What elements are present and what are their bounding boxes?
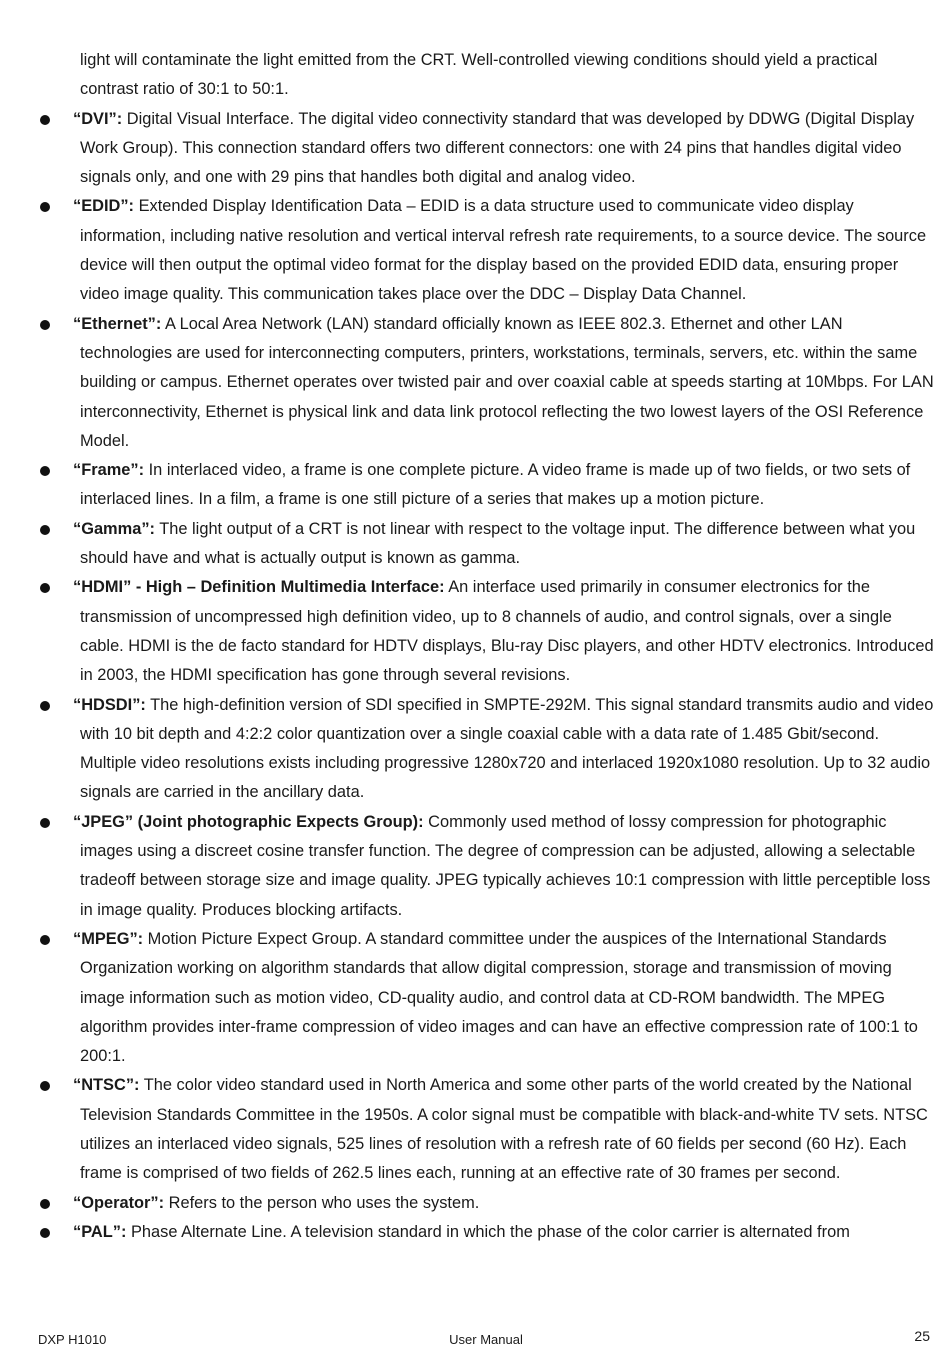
glossary-term: “DVI”: (73, 109, 123, 128)
bullet-icon (40, 935, 50, 945)
glossary-definition: The high-definition version of SDI specified in SMPTE-292M. This signal standard transmits audio and video with 10 bit depth and 4:2:2 color quantization over a single coaxial cable with a data rate of 1.485 Gbit/second. Multiple video resolutions exists including progressive 1280x720 and interlaced 1920x1080 resolution. Up to 32 audio signals are carried in the ancillary data. (80, 695, 934, 802)
glossary-term: “Gamma”: (73, 519, 155, 538)
glossary-entry-gamma (38, 515, 934, 574)
bullet-icon (40, 466, 50, 476)
glossary-list (38, 105, 934, 1248)
glossary-term: “EDID”: (73, 197, 135, 216)
footer-title: User Manual (449, 1332, 523, 1347)
glossary-term: “HDMI” - High – Definition Multimedia Interface: (73, 578, 445, 597)
bullet-icon (40, 202, 50, 212)
glossary-definition: Motion Picture Expect Group. A standard committee under the auspices of the International Standards Organization working on algorithm standards that allow digital compression, storage and transmission of moving image information such as motion video, CD-quality audio, and control data at CD-ROM bandwidth. The MPEG algorithm provides inter-frame compression of video images and can have an effective compression rate of 100:1 to 200:1. (80, 929, 918, 1066)
glossary-term: “NTSC”: (73, 1076, 140, 1095)
glossary-term: “Ethernet”: (73, 314, 162, 333)
glossary-entry-hdmi (38, 573, 934, 690)
glossary-definition: Digital Visual Interface. The digital video connectivity standard that was developed by DDWG (Digital Display Work Group). This connection standard offers two different connectors: one with 24 pins that handles digital video signals only, and one with 29 pins that handles both digital and analog video. (80, 109, 915, 187)
glossary-term: “MPEG”: (73, 929, 144, 948)
glossary-definition: The light output of a CRT is not linear with respect to the voltage input. The difference between what you should have and what is actually output is known as gamma. (80, 519, 916, 568)
glossary-entry-pal (38, 1218, 934, 1247)
glossary-entry-edid (38, 192, 934, 309)
glossary-definition: The color video standard used in North America and some other parts of the world created by the National Television Standards Committee in the 1950s. A color signal must be compatible with black-and-white TV sets. NTSC utilizes an interlaced video signals, 525 lines of resolution with a refresh rate of 60 fields per second (60 Hz). Each frame is comprised of two fields of 262.5 lines each, running at an effective rate of 30 frames per second. (80, 1076, 928, 1183)
glossary-term: “Frame”: (73, 461, 145, 480)
footer-model: DXP H1010 (38, 1332, 107, 1347)
glossary-term: “PAL”: (73, 1222, 127, 1241)
glossary-definition: A Local Area Network (LAN) standard officially known as IEEE 802.3. Ethernet and other LAN technologies are used for interconnecting computers, printers, workstations, terminals, servers, etc. within the same building or campus. Ethernet operates over twisted pair and over coaxial cable at speeds starting at 10Mbps. For LAN interconnectivity, Ethernet is physical link and data link protocol reflecting the two lowest layers of the OSI Reference Model. (80, 314, 934, 450)
bullet-icon (40, 320, 50, 330)
page-number: 25 (914, 1328, 930, 1344)
glossary-entry-operator (38, 1189, 934, 1218)
glossary-definition: An interface used primarily in consumer electronics for the transmission of uncompressed high definition video, up to 8 channels of audio, and control signals, over a single cable. HDMI is the de facto standard for HDTV displays, Blu-ray Disc players, and other HDTV electronics. Introduced in 2003, the HDMI specification has gone through several revisions. (80, 578, 934, 685)
bullet-icon (40, 701, 50, 711)
continuation-paragraph: light will contaminate the light emitted from the CRT. Well-controlled viewing conditions should yield a practical contrast ratio of 30:1 to 50:1. (80, 51, 878, 99)
glossary-entry-ethernet (38, 310, 934, 456)
glossary-entry-jpeg (38, 808, 934, 925)
glossary-definition: In interlaced video, a frame is one complete picture. A video frame is made up of two fields, or two sets of interlaced lines. In a film, a frame is one still picture of a series that makes up a motion picture. (80, 461, 911, 509)
glossary-term: “Operator”: (73, 1193, 165, 1212)
glossary-definition: Commonly used method of lossy compression for photographic images using a discreet cosine transfer function. The degree of compression can be adjusted, allowing a selectable tradeoff between storage size and image quality. JPEG typically achieves 10:1 compression with little perceptible loss in image quality. Produces blocking artifacts. (80, 812, 931, 919)
bullet-icon (40, 583, 50, 593)
page-footer (38, 1328, 934, 1352)
page-content (38, 46, 934, 1247)
bullet-icon (40, 1199, 50, 1209)
bullet-icon (40, 115, 50, 125)
glossary-definition: Refers to the person who uses the system. (164, 1193, 480, 1212)
glossary-definition: Phase Alternate Line. A television standard in which the phase of the color carrier is alternated from (126, 1222, 850, 1241)
bullet-icon (40, 525, 50, 535)
glossary-entry-frame (38, 456, 934, 515)
glossary-entry-dvi (38, 105, 934, 193)
glossary-entry-mpeg (38, 925, 934, 1071)
bullet-icon (40, 1228, 50, 1238)
bullet-icon (40, 818, 50, 828)
glossary-entry-ntsc (38, 1071, 934, 1188)
glossary-term: “HDSDI”: (73, 695, 146, 714)
glossary-entry-hdsdi (38, 691, 934, 808)
bullet-icon (40, 1081, 50, 1091)
glossary-term: “JPEG” (Joint photographic Expects Group): (73, 812, 424, 831)
glossary-definition: Extended Display Identification Data – EDID is a data structure used to communicate video display information, including native resolution and vertical interval refresh rate requirements, to a source device. The source device will then output the optimal video format for the display based on the provided EDID data, ensuring proper video image quality. This communication takes place over the DDC – Display Data Channel. (80, 197, 927, 304)
